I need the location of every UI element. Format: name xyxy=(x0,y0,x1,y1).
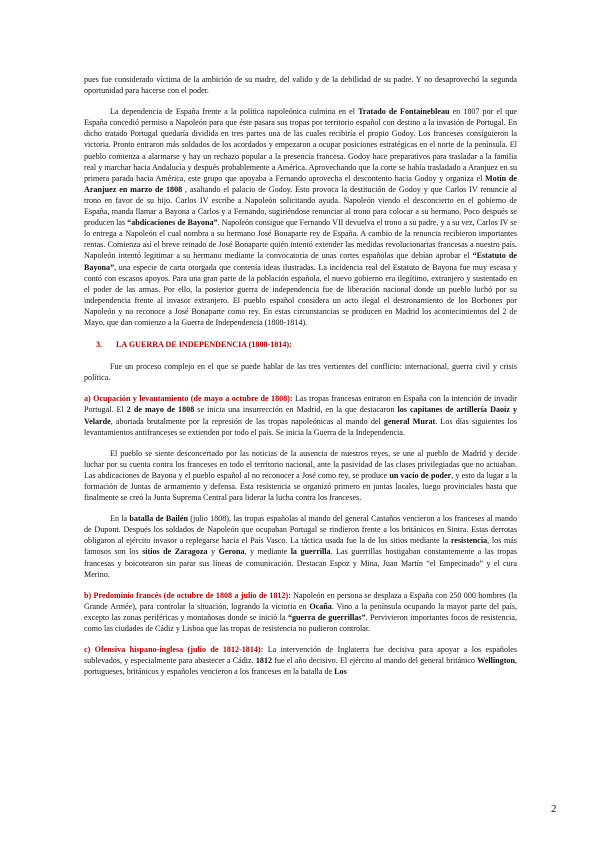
bold-term: “guerra de guerrillas” xyxy=(287,612,366,622)
subsection-title: c) Ofensiva hispano-inglesa (julio de 1812-1814): xyxy=(84,645,264,655)
text-segment: , portugueses, británicos y españoles vencieron a los franceses en la batalla de xyxy=(84,656,517,677)
bold-term: Motín de Aranjuez en marzo de 1808 xyxy=(84,173,517,194)
bold-term: los capitanes de artillería Daoiz y Velarde xyxy=(84,405,517,426)
section-number: 3. xyxy=(96,340,103,350)
bold-term: Los xyxy=(334,667,347,677)
bold-term: “Estatuto de Bayona” xyxy=(84,251,517,272)
bold-term: “abdicaciones de Bayona” xyxy=(127,218,218,228)
bold-term: Tratado de Fontainebleau xyxy=(358,107,450,117)
subsection-title: a) Ocupación y levantamiento (de mayo a octubre de 1808): xyxy=(84,394,293,404)
paragraph-fontainebleau xyxy=(84,106,517,328)
text-segment: , los más famosos son los xyxy=(84,536,517,557)
bold-term: sitios de Zaragoza xyxy=(142,547,208,557)
text-segment: . Las guerrillas hostigaban constantemente a las tropas francesas y boicotearon sin parar sus líneas de comunicación. Destacan Espoz y Mina, Juan Martín “el Empecinado” y el cura Merino. xyxy=(84,547,518,579)
text-segment: en 1807 por el que España concedió permiso a Napoleón para que éste pasara sus tropas por territorio español con destino a la invasión de Portugal. En dicho tratado Portugal quedaría dividida en tres partes una de las cuales recibiría el propio Godoy. Los franceses consiguieron la victoria. Pronto entraron más soldados de los acordados y empezaron a ocupar posiciones estratégicas en el norte de la península. El pueblo comienza a alarmarse y hay un rechazo popular a la presencia francesa. Godoy hace preparativos para trasladar a la familia real y marchar hacia Andalucía y después probablemente a América. Aprovechando que la corte se había trasladado a Aranjuez en su primera parada hacia América, este grupo que apoyaba a Fernando aprovecha el descontento hacia Godoy y organiza el xyxy=(84,107,517,183)
bold-term: un vacío de poder xyxy=(389,470,452,480)
paragraph-bailen xyxy=(84,513,517,580)
text-segment: El pueblo se siente desconcertado por las noticias de la ausencia de nuestros reyes, se une al pueblo de Madrid y decide luchar por su cuenta contra los franceses en todo el territorio nacional, ante la pasividad de las clases privilegiadas que no actuaban. Las abdicaciones de Bayona y el pueblo español al no reconocer a José como rey, se produce xyxy=(84,448,517,480)
paragraph-juntas xyxy=(84,448,517,503)
text-segment: , abortada brutalmente por la represión de las tropas napoleónicas al mando del xyxy=(110,416,384,426)
paragraph-intro-continuation: pues fue considerado víctima de la ambición de su madre, del valido y de la debilidad de su padre. Y no desaprovechó la segunda oportunidad para hacerse con el poder. xyxy=(84,75,517,96)
text-segment: La dependencia de España frente a la política napoleónica culmina en el xyxy=(110,107,359,117)
text-segment: , asaltando el palacio de Godoy. Esto provoca la destitución de Godoy y que Carlos IV renuncie al trono en favor de su hijo. Carlos IV escribe a Napoleón solicitando ayuda. Napoleón viendo el desconcierto en el gobierno de España, manda llamar a Bayona a Carlos y a Fernando, sugiriéndose renunciar al trono para colocar a su hermano. Poco después se producen las xyxy=(84,184,517,228)
bold-term: batalla de Bailén xyxy=(129,514,188,524)
page-number: 2 xyxy=(551,803,557,815)
text-segment: , y mediante xyxy=(244,547,291,557)
bold-term: Wellington xyxy=(477,656,515,666)
paragraph-predominio xyxy=(84,590,517,634)
text-segment: (julio 1808), las tropas españolas al mando del general Castaños vencieron a los franceses al mando de Dupont. Después los soldados de Napoleón que ocupaban Portugal se rindieron frente a los británicos en Sintra. Estas derrotas obligaron al ejército invasor a replegarse hacia el País Vasco. La táctica usada fue la de los sitios mediante la xyxy=(84,514,517,546)
text-segment: y xyxy=(207,547,219,557)
bold-term: 1812 xyxy=(255,656,273,666)
text-segment: . Los días siguientes los levantamientos antifranceses se extienden por todo el país. Se inicia la Guerra de la Independencia. xyxy=(84,416,517,437)
text-segment: , una especie de carta otorgada que contenía ideas ilustradas. La incidencia real del Estatuto de Bayona fue muy escasa y contó con escasos apoyos. Para una gran parte de la población española, el nuevo gobierno era ilegítimo, extranjero y sustentado en el poder de las armas. Por ello, la posterior guerra de independencia fue de liberación nacional donde un pueblo luchó por su independencia frente al invasor extranjero. El pueblo español considera un acto ilegal el destronamiento de los Borbones por Napoleón y no reconoce a José Bonaparte como rey. En estas circunstancias se producen en Madrid los acontecimientos del 2 de Mayo, que dan comienzo a la Guerra de Independencia (1808-1814). xyxy=(84,262,517,327)
text-segment: Napoleón en persona se desplaza a España con 250 000 hombres (la Grande Armée), para controlar la situación, logrando la victoria en xyxy=(84,590,517,611)
text-segment: Las tropas francesas entraron en España con la intención de invadir Portugal. El xyxy=(84,394,517,415)
text-segment: fue el año decisivo. El ejército al mando del general británico xyxy=(272,656,478,666)
bold-term: Ocaña xyxy=(309,601,332,611)
bold-term: general Murat xyxy=(383,416,436,426)
text-segment: La intervención de Inglaterra fue decisiva para apoyar a los españoles sublevados, y especialmente para abastecer a Cádiz. xyxy=(84,645,517,666)
text-segment: . Napoleón consigue que Fernando VII devuelva el trono a su padre, y a su vez, Carlos IV se lo entrega a Napoleón el cual nombra a su hermano José Bonaparte rey de España. A cambio de la renuncia recibieron importantes rentas. Comienza así el breve reinado de José Bonaparte quién intentó extender las medidas revolucionarias francesas a nuestro país. Napoleón intentó legitimar a su hermano mediante la convocatoria de unas cortes españolas que debían aprobar el xyxy=(84,218,517,261)
paragraph-ofensiva xyxy=(84,644,517,677)
bold-term: la guerrilla xyxy=(290,547,331,557)
page-body xyxy=(84,74,517,677)
paragraph-overview: Fue un proceso complejo en el que se puede hablar de las tres vertientes del conflicto: internacional, guerra civil y crisis política. xyxy=(84,362,517,383)
bold-term: resistencia xyxy=(450,536,488,546)
text-segment: . Pervivieron importantes focos de resistencia, como las ciudades de Cádiz y Lisboa que las tropas de resistencia no pudieron controlar. xyxy=(84,612,518,634)
bold-term: Gerona xyxy=(218,547,245,557)
section-heading xyxy=(96,339,517,350)
bold-term: 2 de mayo de 1808 xyxy=(126,405,195,415)
paragraph-ocupacion xyxy=(84,393,517,437)
subsection-title: b) Predominio francés (de octubre de 1808 a julio de 1812): xyxy=(84,590,291,600)
section-title: LA GUERRA DE INDEPENDENCIA (1808-1814): xyxy=(116,340,292,350)
text-segment: se inicia una insurrección en Madrid, en la que destacaron xyxy=(194,405,398,415)
text-segment: En la xyxy=(110,514,130,524)
text-segment: . Vino a la península ocupando la mayor parte del país, excepto las zonas periféricas y montañosas donde se inició la xyxy=(84,601,517,622)
text-segment: , y esto da lugar a la formación de Juntas de armamento y defensa. Esta resistencia se organizó primero en juntas locales, luego provinciales hasta que finalmente se creó la Junta Suprema Central para liderar la lucha contra los franceses. xyxy=(84,470,518,503)
